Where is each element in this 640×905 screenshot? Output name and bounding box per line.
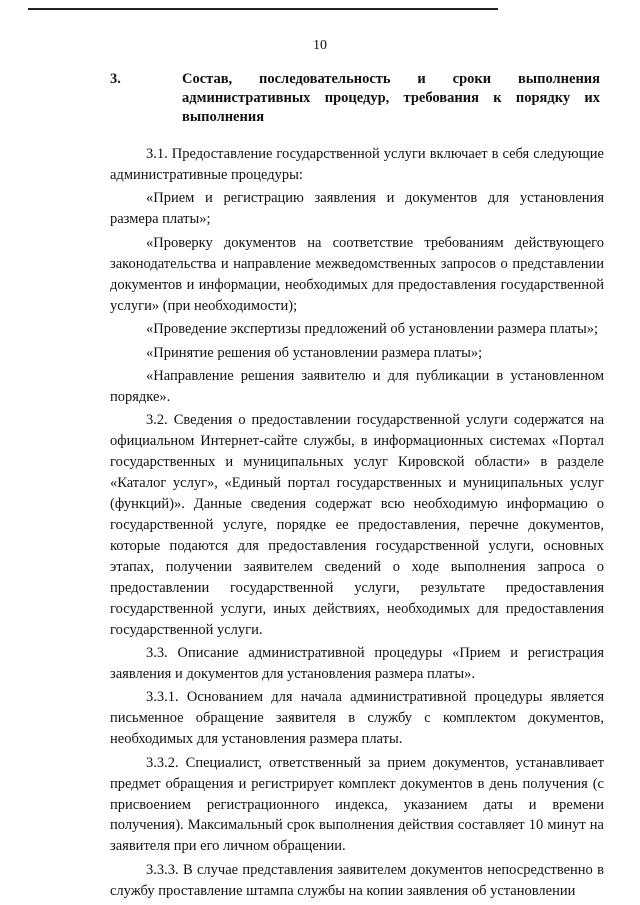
section-title: Состав, последовательность и сроки выполнения административных процедур, требования к порядку их выполнения (182, 71, 600, 125)
paragraph: «Прием и регистрацию заявления и документов для установления размера платы»; (110, 190, 604, 228)
paragraph: 3.3.2. Специалист, ответственный за прием документов, устанавливает предмет обращения и регистрирует комплект документов в день получения (с присвоением регистрационного индекса, указанием даты и времени получения). Максимальный срок выполнения действия составляет 10 минут на заявителя при его личном обращении. (110, 754, 604, 855)
paragraph: «Направление решения заявителю и для публикации в установленном порядке». (110, 368, 604, 405)
section-number: 3. (110, 71, 121, 87)
paragraph: 3.3.1. Основанием для начала административной процедуры является письменное обращение заявителя в службу с комплектом документов, необходимых для установления размера платы. (110, 689, 604, 748)
section-heading (110, 70, 600, 127)
top-rule (28, 8, 498, 10)
paragraph: 3.2. Сведения о предоставлении государственной услуги содержатся на официальном Интернет-сайте службы, в информационных системах «Портал государственных и муниципальных услуг Кировской области» в разделе «Каталог услуг», «Единый портал государственных и муниципальных услуг (функций)». Данные сведения содержат всю необходимую информацию о государственной услуге, порядке ее предоставления, перечне документов, которые подаются для предоставления государственной услуги, основных этапах, получении заявителем сведений о ходе выполнения запроса о предоставлении государственной услуги, результате предоставления государственной услуги, иных действиях, необходимых для предоставления государственной услуги. (110, 412, 604, 638)
document-body (110, 144, 604, 902)
paragraph: 3.3.3. В случае представления заявителем документов непосредственно в службу проставление штампа службы на копии заявления об установлении (110, 861, 604, 899)
paragraph: «Принятие решения об установлении размера платы»; (146, 344, 483, 361)
paragraph: 3.3. Описание административной процедуры «Прием и регистрация заявления и документов для установления размера платы». (110, 645, 604, 682)
paragraph: «Проведение экспертизы предложений об установлении размера платы»; (146, 321, 599, 338)
paragraph: 3.1. Предоставление государственной услуги включает в себя следующие административные процедуры: (110, 146, 604, 183)
paragraph: «Проверку документов на соответствие требованиям действующего законодательства и направление межведомственных запросов о представлении документов и информации, необходимых для предоставления государственной услуги» (при необходимости); (110, 234, 604, 314)
page-number: 10 (313, 38, 327, 53)
